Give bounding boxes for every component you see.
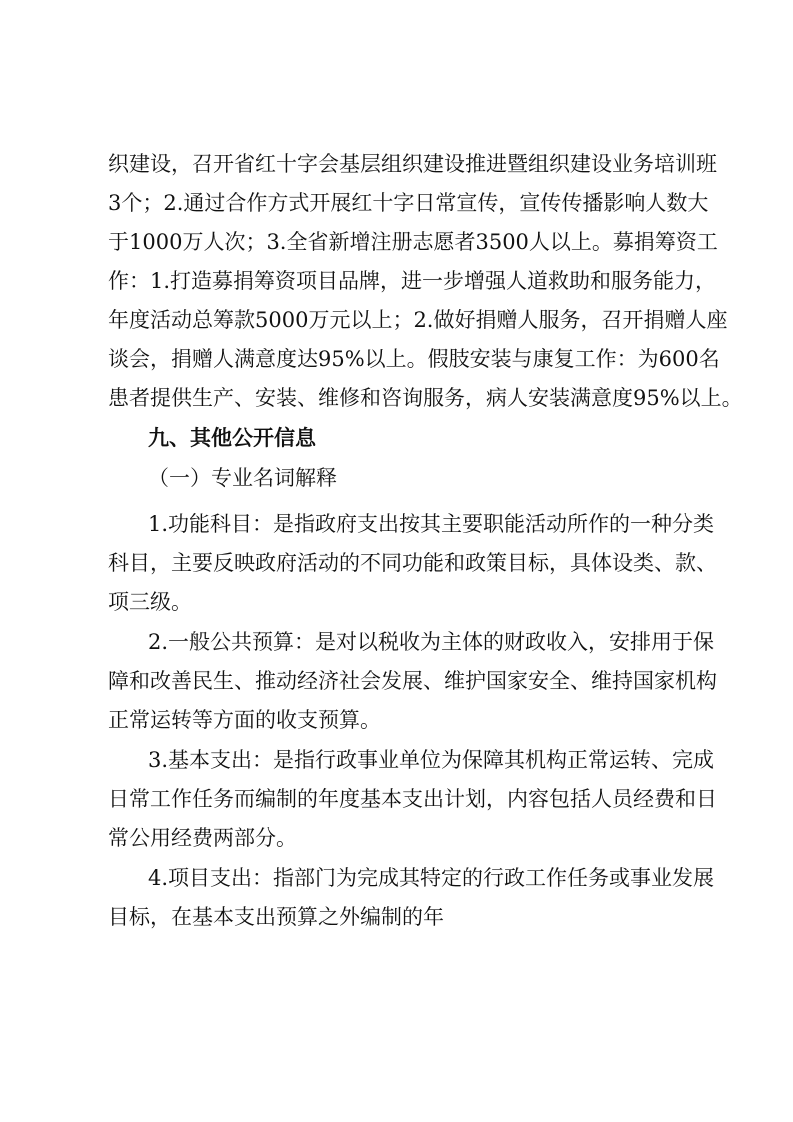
text-line: 年度活动总筹款5000万元以上；2.做好捐赠人服务，召开捐赠人座 <box>108 308 728 332</box>
text-line: 项三级。 <box>108 590 192 614</box>
text-line: 谈会，捐赠人满意度达95%以上。假肢安装与康复工作：为600名 <box>108 347 720 371</box>
text-line: 1.功能科目：是指政府支出按其主要职能活动所作的一种分类 <box>148 512 715 536</box>
text-line: 日常工作任务而编制的年度基本支出计划，内容包括人员经费和日 <box>108 787 717 811</box>
text-line: 于1000万人次；3.全省新增注册志愿者3500人以上。募捐筹资工 <box>108 230 718 254</box>
text-line: 4.项目支出：指部门为完成其特定的行政工作任务或事业发展 <box>148 866 715 890</box>
text-line: 2.一般公共预算：是对以税收为主体的财政收入，安排用于保 <box>148 630 715 654</box>
text-line: 3.基本支出：是指行政事业单位为保障其机构正常运转、完成 <box>148 748 715 772</box>
text-line: 3个；2.通过合作方式开展红十字日常宣传，宣传传播影响人数大 <box>108 191 709 215</box>
sub-heading: （一）专业名词解释 <box>148 466 337 490</box>
text-line: 目标，在基本支出预算之外编制的年 <box>108 905 444 929</box>
text-line: 科目，主要反映政府活动的不同功能和政策目标，具体设类、款、 <box>108 551 717 575</box>
text-line: 常公用经费两部分。 <box>108 826 297 850</box>
text-line: 作：1.打造募捐筹资项目品牌，进一步增强人道救助和服务能力， <box>108 269 717 293</box>
text-line: 正常运转等方面的收支预算。 <box>108 708 381 732</box>
text-line: 障和改善民生、推动经济社会发展、维护国家安全、维持国家机构 <box>108 669 717 693</box>
text-line: 患者提供生产、安装、维修和咨询服务，病人安装满意度95%以上。 <box>108 386 743 410</box>
text-line: 织建设，召开省红十字会基层组织建设推进暨组织建设业务培训班 <box>108 152 717 176</box>
section-heading: 九、其他公开信息 <box>148 426 316 450</box>
